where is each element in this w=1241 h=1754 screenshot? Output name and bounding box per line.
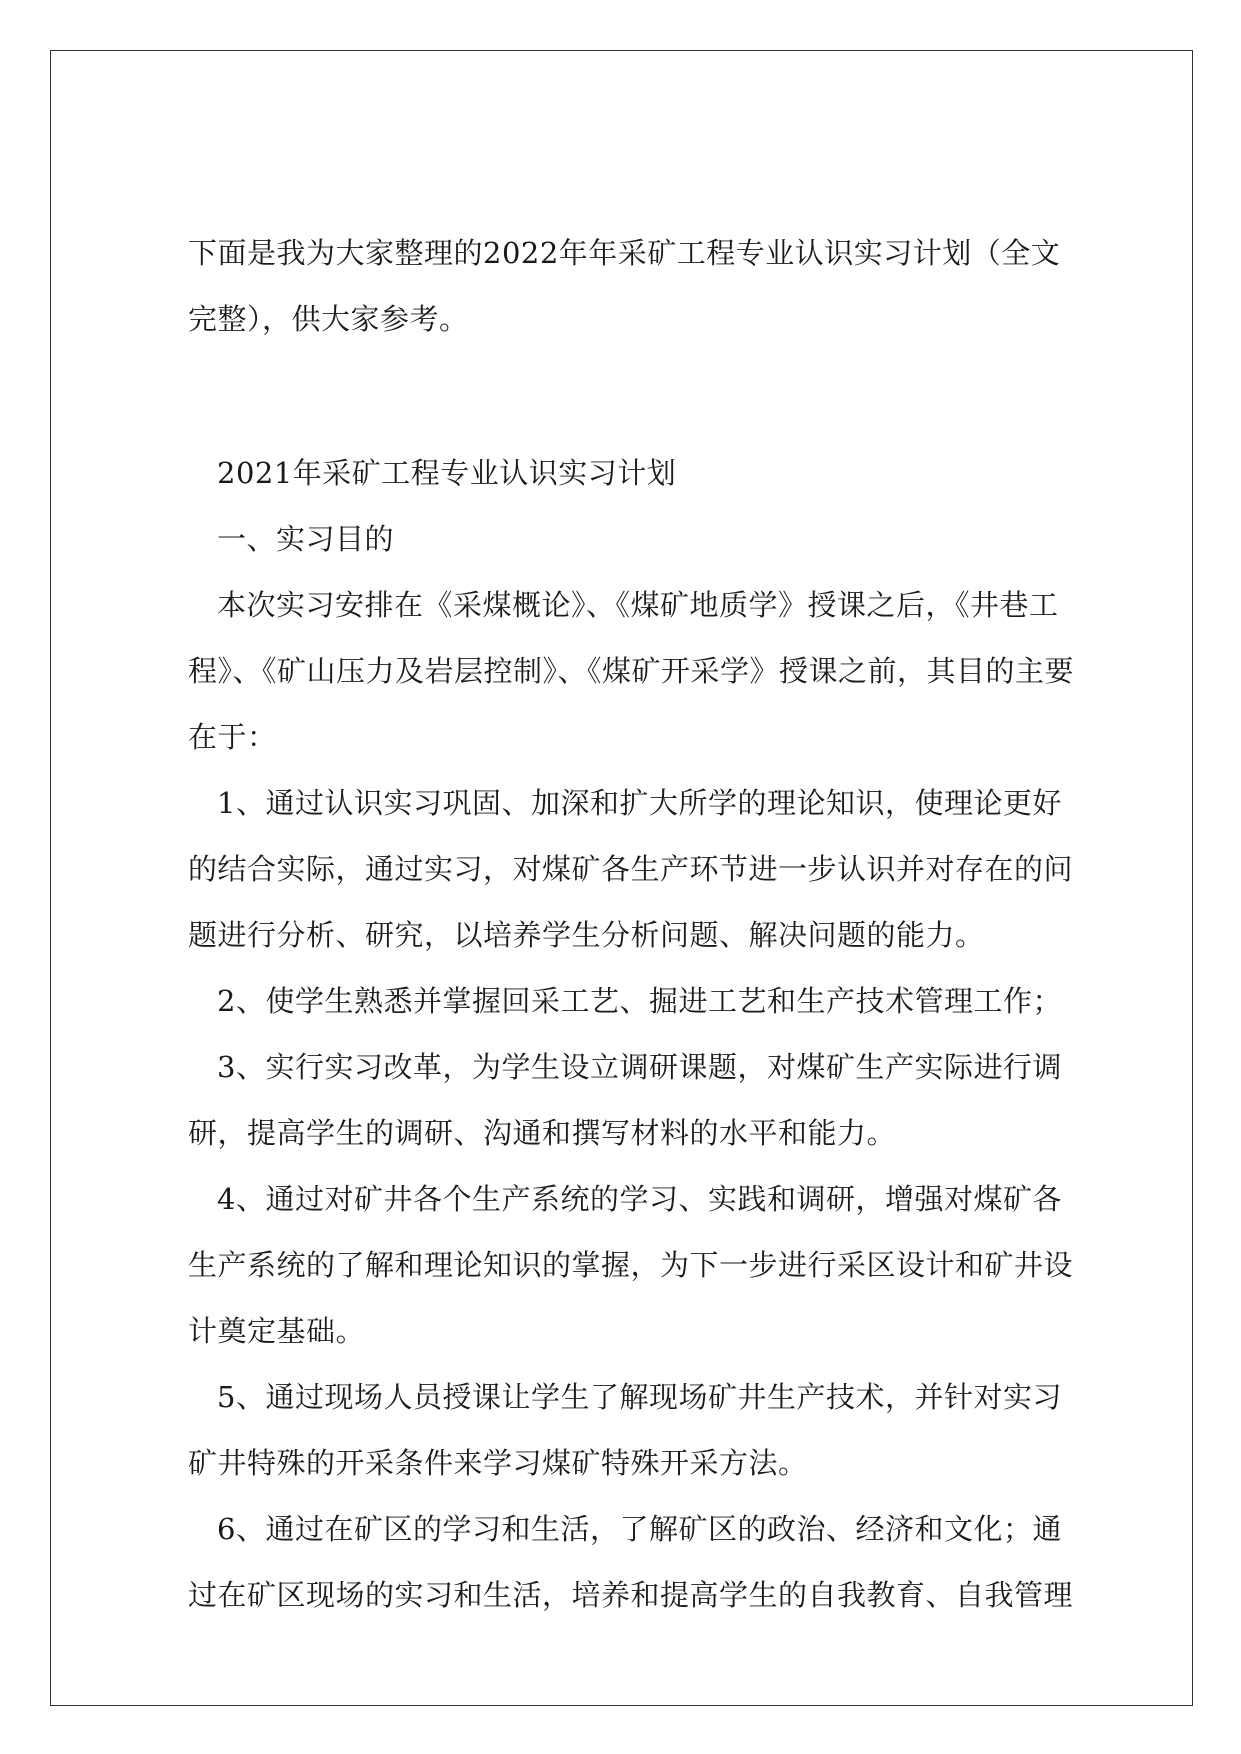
body-line: 本次实习安排在《采煤概论》、《煤矿地质学》授课之后，《井巷工 xyxy=(217,588,1059,622)
document-title: 2021年采矿工程专业认识实习计划 xyxy=(217,456,677,490)
body-line: 题进行分析、研究，以培养学生分析问题、解决问题的能力。 xyxy=(188,918,985,952)
body-line: 3、实行实习改革，为学生设立调研课题，对煤矿生产实际进行调 xyxy=(217,1050,1062,1084)
section-spacer xyxy=(188,352,1056,440)
body-line: 1、通过认识实习巩固、加深和扩大所学的理论知识，使理论更好 xyxy=(217,786,1062,820)
body-line: 的结合实际，通过实习，对煤矿各生产环节进一步认识并对存在的问 xyxy=(188,852,1074,886)
body-paragraphs xyxy=(188,572,1075,1628)
section-heading: 一、实习目的 xyxy=(217,522,395,556)
body-line: 矿井特殊的开采条件来学习煤矿特殊开采方法。 xyxy=(188,1446,808,1480)
body-line: 程》、《矿山压力及岩层控制》、《煤矿开采学》授课之前，其目的主要 xyxy=(188,654,1075,688)
body-line: 生产系统的了解和理论知识的掌握，为下一步进行采区设计和矿井设 xyxy=(188,1248,1074,1282)
body-line: 计奠定基础。 xyxy=(188,1314,366,1348)
body-line: 在于： xyxy=(188,720,277,754)
intro-line-1: 下面是我为大家整理的2022年年采矿工程专业认识实习计划（全文 xyxy=(188,236,1061,270)
document-body xyxy=(188,220,1075,1628)
body-line: 过在矿区现场的实习和生活，培养和提高学生的自我教育、自我管理 xyxy=(188,1578,1074,1612)
body-line: 5、通过现场人员授课让学生了解现场矿井生产技术，并针对实习 xyxy=(217,1380,1062,1414)
body-line: 研，提高学生的调研、沟通和撰写材料的水平和能力。 xyxy=(188,1116,897,1150)
body-line: 2、使学生熟悉并掌握回采工艺、掘进工艺和生产技术管理工作； xyxy=(217,984,1062,1018)
body-line: 4、通过对矿井各个生产系统的学习、实践和调研，增强对煤矿各 xyxy=(217,1182,1062,1216)
intro-line-2: 完整），供大家参考。 xyxy=(188,302,469,336)
body-line: 6、通过在矿区的学习和生活，了解矿区的政治、经济和文化；通 xyxy=(217,1512,1062,1546)
